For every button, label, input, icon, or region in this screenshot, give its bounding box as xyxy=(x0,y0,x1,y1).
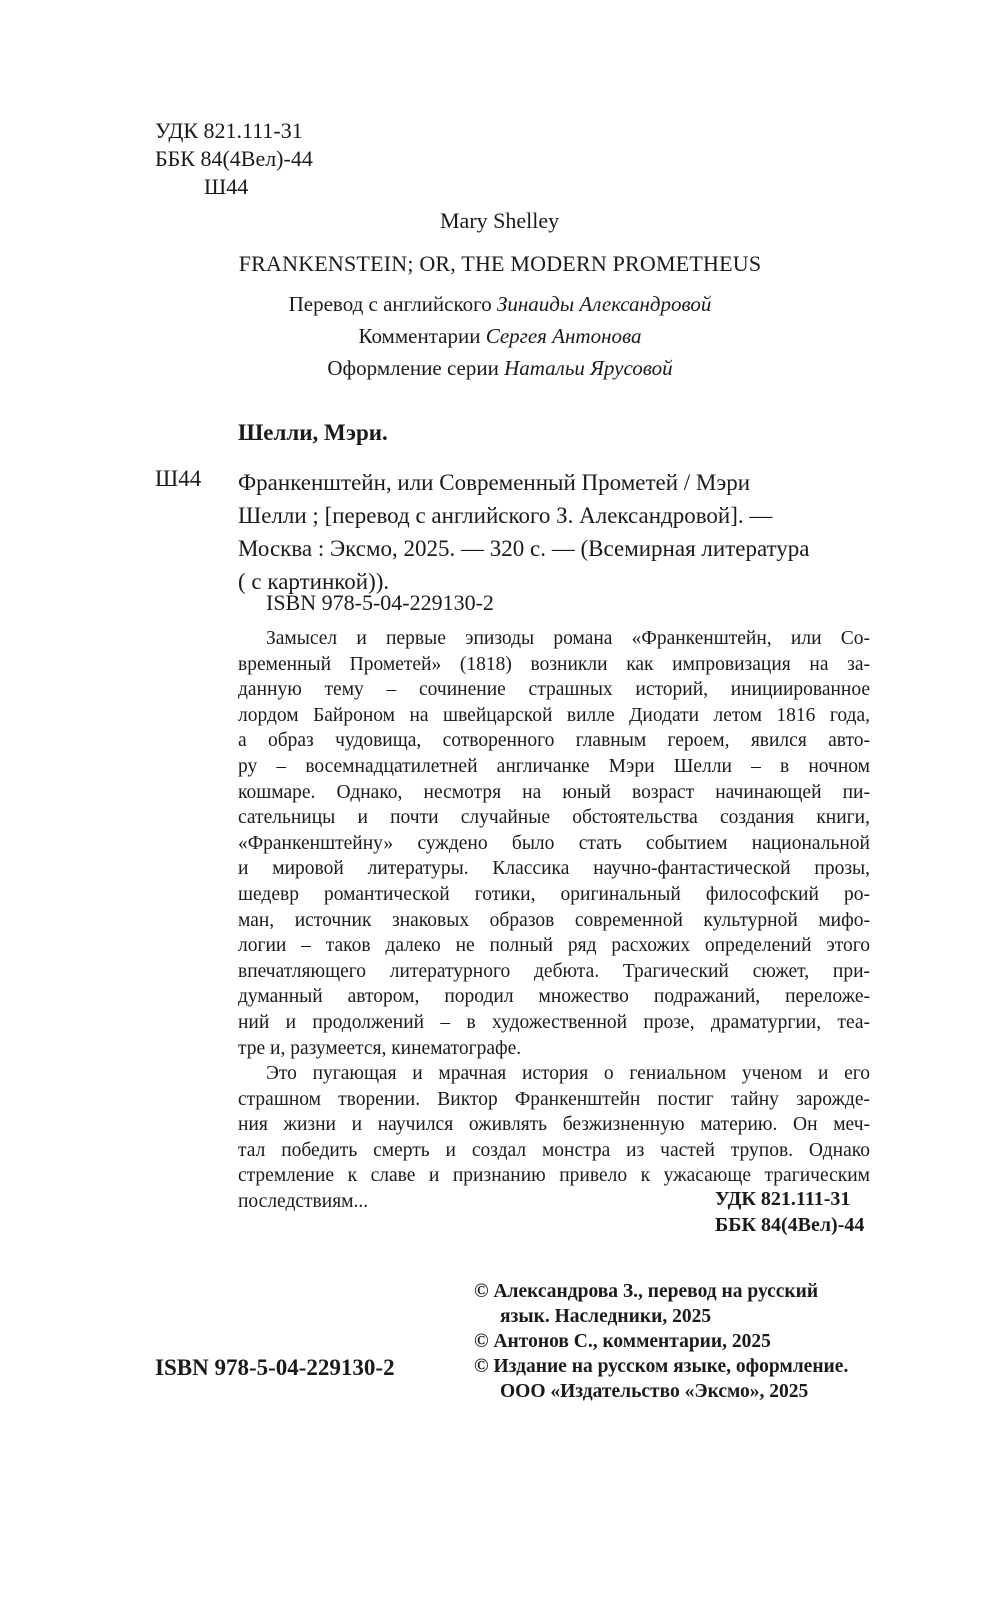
annotation-line: страшном творении. Виктор Франкенштейн постиг тайну зарожде- xyxy=(238,1088,870,1110)
annotation-line: тал победить смерть и создал монстра из частей трупов. Однако xyxy=(238,1139,870,1161)
annotation-line: Замысел и первые эпизоды романа «Франкенштейн, или Со- xyxy=(266,628,870,649)
annotation-line: кошмаре. Однако, несмотря на юный возраст начинающей пи- xyxy=(238,781,870,803)
biblio-line: ( с картинкой)). xyxy=(238,569,390,594)
annotation-line: данную тему – сочинение страшных историй, инициированное xyxy=(238,679,870,701)
biblio-line: Москва : Эксмо, 2025. — 320 с. — (Всемирная литература xyxy=(238,536,810,561)
credit-comments xyxy=(0,324,1000,349)
annotation-line: впечатляющего литературного дебюта. Трагический сюжет, при- xyxy=(238,960,870,982)
credit-name: Сергея Антонова xyxy=(485,324,642,348)
footer-bbk-code: ББК 84(4Вел)-44 xyxy=(715,1214,865,1236)
copyright-line: © Издание на русском языке, оформление. xyxy=(474,1356,849,1377)
annotation-line: Это пугающая и мрачная история о гениальном ученом и его xyxy=(266,1063,870,1084)
annotation-line: стремление к славе и признанию привело к ужасающе трагическим xyxy=(238,1165,870,1187)
annotation-line: ру – восемнадцатилетней англичанке Мэри Шелли – в ночном xyxy=(238,755,870,777)
annotation-line: ман, источник знаковых образов современной культурной мифо- xyxy=(238,909,870,931)
annotation-line: ния жизни и научился оживлять безжизненную материю. Он меч- xyxy=(238,1114,870,1136)
annotation-line: тре и, разумеется, кинематографе. xyxy=(238,1037,522,1059)
credit-label: Перевод с английского xyxy=(288,292,492,316)
credit-translation xyxy=(0,292,1000,317)
udk-code: УДК 821.111-31 xyxy=(155,118,303,143)
annotation-line: последствиям... xyxy=(238,1190,369,1212)
footer-udk-code: УДК 821.111-31 xyxy=(715,1188,851,1210)
copyright-block xyxy=(474,1279,848,1404)
copyright-line: ООО «Издательство «Эксмо», 2025 xyxy=(500,1381,809,1402)
annotation-line: думанный автором, породил множество подражаний, переложе- xyxy=(238,986,870,1008)
biblio-mark: Ш44 xyxy=(155,466,202,491)
credit-label: Оформление серии xyxy=(327,356,499,380)
biblio-line: Шелли ; [перевод с английского З. Александровой]. — xyxy=(238,503,773,528)
annotation-line: ний и продолжений – в художественной прозе, драматургии, теа- xyxy=(238,1011,870,1033)
annotation-paragraph-1 xyxy=(238,626,870,1061)
annotation-line: «Франкенштейну» суждено было стать событием национальной xyxy=(238,832,870,854)
biblio-isbn: ISBN 978-5-04-229130-2 xyxy=(266,590,494,615)
annotation-line: сательницы и почти случайные обстоятельства создания книги, xyxy=(238,807,870,829)
annotation-line: временный Прометей» (1818) возникли как импровизация на за- xyxy=(238,653,870,675)
biblio-line: Франкенштейн, или Современный Прометей / Мэри xyxy=(238,470,751,495)
bbk-code: ББК 84(4Вел)-44 xyxy=(155,146,313,171)
credit-name: Натальи Ярусовой xyxy=(504,356,673,380)
credit-name: Зинаиды Александровой xyxy=(496,292,712,316)
credit-label: Комментарии xyxy=(358,324,481,348)
original-title: FRANKENSTEIN; OR, THE MODERN PROMETHEUS xyxy=(238,251,762,276)
biblio-heading: Шелли, Мэри. xyxy=(238,420,388,445)
isbn-bottom: ISBN 978-5-04-229130-2 xyxy=(155,1355,395,1380)
author-mark: Ш44 xyxy=(204,174,249,199)
credit-design xyxy=(0,356,1000,381)
annotation-line: шедевр романтической готики, оригинальный философский ро- xyxy=(238,883,870,905)
annotation-line: логии – таков далеко не полный ряд расхожих определений этого xyxy=(238,935,870,957)
biblio-description xyxy=(238,466,810,598)
annotation-line: и мировой литературы. Классика научно-фантастической прозы, xyxy=(238,858,870,880)
copyright-line: © Антонов С., комментарии, 2025 xyxy=(474,1331,771,1352)
original-author: Mary Shelley xyxy=(440,208,560,233)
annotation-line: лордом Байроном на швейцарской вилле Диодати летом 1816 года, xyxy=(238,704,870,726)
copyright-line: язык. Наследники, 2025 xyxy=(500,1306,712,1327)
annotation-line: а образ чудовища, сотворенного главным героем, явился авто- xyxy=(238,730,870,752)
copyright-line: © Александрова З., перевод на русский xyxy=(474,1281,819,1302)
